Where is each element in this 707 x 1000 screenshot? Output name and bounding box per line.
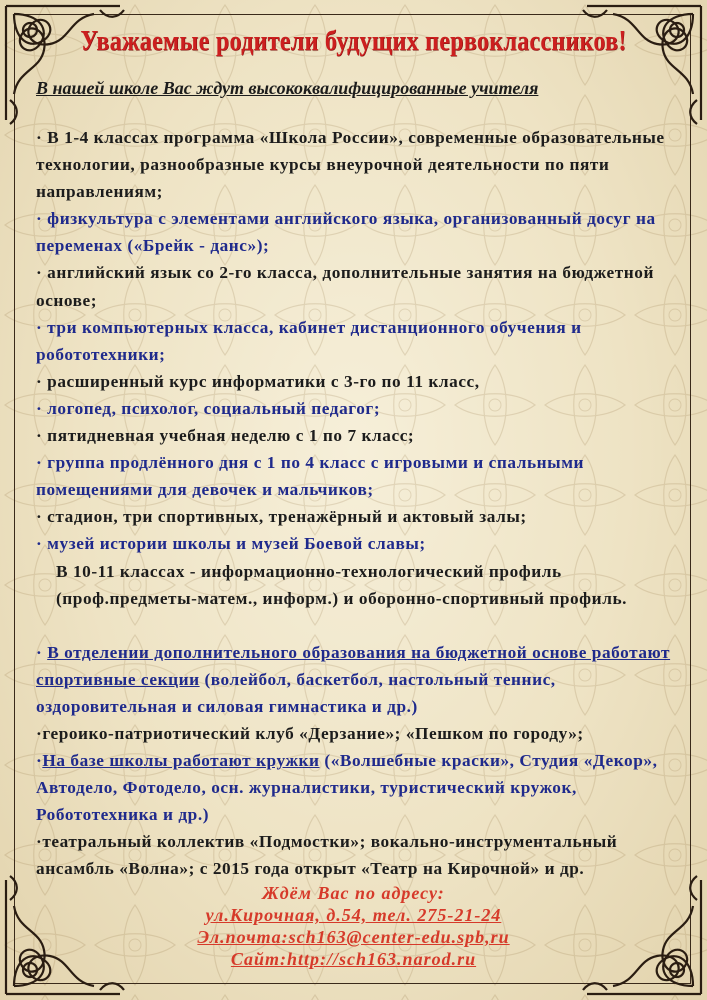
sports-paragraph	[36, 639, 696, 720]
feature-item: · расширенный курс информатики с 3-го по 11 класс,	[36, 371, 480, 391]
feature-item: · три компьютерных класса, кабинет дистанционного обучения и робототехники;	[36, 317, 582, 364]
feature-item: · музей истории школы и музей Боевой славы;	[36, 534, 426, 554]
page-subtitle: В нашей школе Вас ждут высококвалифицированные учителя	[36, 78, 539, 98]
feature-item: · английский язык со 2-го класса, дополнительные занятия на бюджетной основе;	[36, 263, 655, 310]
corner-ornament-icon	[577, 0, 707, 130]
footer-email-link[interactable]: Эл.почта:sch163@center-edu.spb,ru	[197, 927, 510, 947]
circles-underlined: На базе школы работают кружки	[42, 751, 320, 771]
feature-item: · стадион, три спортивных, тренажёрный и актовый залы;	[36, 507, 527, 527]
feature-item: · В 1-4 классах программа «Школа России», современные образовательные технологии, разнообразные курсы внеурочной деятельности по пяти направлениям;	[36, 128, 665, 202]
sports-rest: (волейбол, баскетбол, настольный теннис, оздоровительная и силовая гимнастика и др.)	[36, 669, 556, 716]
circles-rest: («Волшебные краски», Студия «Декор», Автодело, Фотодело, осн. журналистики, туристический кружок, Робототехника и др.)	[36, 751, 658, 825]
footer-line: Ждём Вас по адресу:	[262, 883, 445, 903]
feature-item: · группа продлённого дня с 1 по 4 класс с игровыми и спальными помещениями для девочек и мальчиков;	[36, 453, 585, 500]
contact-footer	[0, 882, 707, 970]
feature-item: · физкультура с элементами английского языка, организованный досуг на переменах («Брейк - данс»);	[36, 209, 656, 256]
spacer	[36, 612, 696, 639]
footer-site-link[interactable]: Сайт:http://sch163.narod.ru	[230, 949, 477, 969]
main-text	[36, 124, 696, 883]
feature-list	[36, 124, 696, 558]
corner-ornament-icon	[0, 0, 130, 130]
page-title: Уважаемые родители будущих первоклассников!	[80, 26, 627, 57]
circles-paragraph	[36, 747, 696, 828]
bullet: ·	[36, 751, 43, 771]
footer-address: ул.Кирочная, д.54, тел. 275-21-24	[205, 905, 502, 925]
profile-paragraph: В 10-11 классах - информационно-технологический профиль (проф.предметы-матем., информ.) и оборонно-спортивный профиль.	[56, 561, 627, 608]
feature-item: · пятидневная учебная неделю с 1 по 7 класс;	[36, 426, 415, 446]
sports-underlined: В отделении дополнительного образования на бюджетной основе работают спортивные секции	[36, 642, 671, 689]
theatre-paragraph: ·театральный коллектив «Подмостки»; вокально-инструментальный ансамбль «Волна»; с 2015 года открыт «Театр на Кирочной» и др.	[36, 832, 618, 879]
bullet: ·	[36, 642, 48, 662]
feature-item: · логопед, психолог, социальный педагог;	[36, 398, 381, 418]
club-paragraph: ·героико-патриотический клуб «Дерзание»; «Пешком по городу»;	[36, 723, 584, 743]
